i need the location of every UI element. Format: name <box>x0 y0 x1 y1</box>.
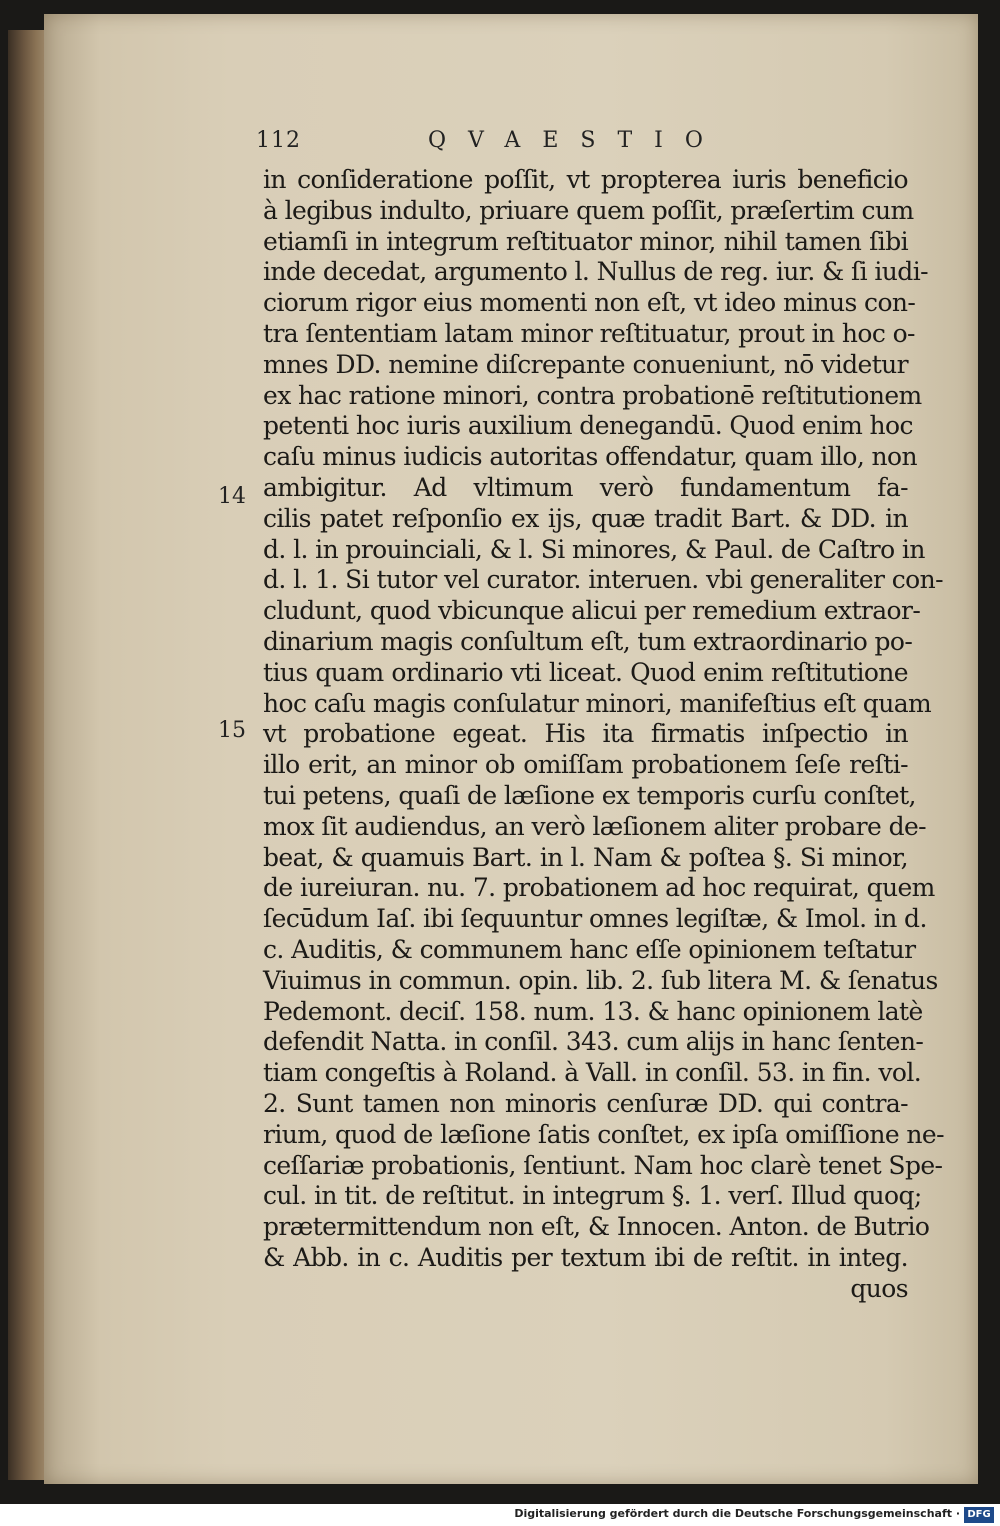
text-line: quos <box>850 1273 908 1303</box>
text-line: cilis patet reſponſio ex ijs, quæ tradit Bart. & DD. in <box>263 503 908 533</box>
text-line: cul. in tit. de reſtitut. in integrum §. 1. verſ. Illud quoq; <box>263 1181 922 1211</box>
text-line: à legibus indulto, priuare quem poſſit, præſertim cum <box>263 195 914 225</box>
footer-bar <box>0 1504 1000 1526</box>
text-line: Pedemont. deciſ. 158. num. 13. & hanc opinionem latè <box>263 996 923 1026</box>
margin-number-14: 14 <box>218 484 246 509</box>
text-line: de iureiuran. nu. 7. probationem ad hoc requirat, quem <box>263 873 935 903</box>
text-line: tius quam ordinario vti liceat. Quod enim reſtitutione <box>263 657 908 687</box>
text-line: d. l. in prouinciali, & l. Si minores, & Paul. de Caſtro in <box>263 534 925 564</box>
text-line: 2. Sunt tamen non minoris cenſuræ DD. qui contra- <box>263 1088 908 1118</box>
margin-number-15: 15 <box>218 718 246 743</box>
text-line: rium, quod de læſione ſatis conſtet, ex ipſa omiſſione ne- <box>263 1119 944 1149</box>
text-line: beat, & quamuis Bart. in l. Nam & poſtea §. Si minor, <box>263 842 908 872</box>
text-line: Viuimus in commun. opin. lib. 2. ſub litera M. & ſenatus <box>263 965 938 995</box>
text-line: prætermittendum non eſt, & Innocen. Anton. de Butrio <box>263 1212 930 1242</box>
text-line: ſecūdum Iaſ. ibi ſequuntur omnes legiſtæ, & Imol. in d. <box>263 904 927 934</box>
text-line: caſu minus iudicis autoritas offendatur, quam illo, non <box>263 442 917 472</box>
text-line: cludunt, quod vbicunque alicui per remedium extraor- <box>263 596 921 626</box>
text-line: tra ſententiam latam minor reſtituatur, prout in hoc o- <box>263 318 915 348</box>
text-line: defendit Natta. in conſil. 343. cum alijs in hanc ſenten- <box>263 1027 924 1057</box>
text-line: petenti hoc iuris auxilium denegandū. Quod enim hoc <box>263 411 913 441</box>
funding-credit: Digitalisierung gefördert durch die Deutsche Forschungsgemeinschaft · <box>514 1507 960 1520</box>
text-line: vt probatione egeat. His ita firmatis inſpectio in <box>263 719 908 749</box>
text-line: mnes DD. nemine diſcrepante conueniunt, nō videtur <box>263 349 908 379</box>
text-line: in conſideratione poſſit, vt propterea iuris beneficio <box>263 165 908 194</box>
dfg-logo: DFG <box>964 1507 994 1523</box>
text-line: ex hac ratione minori, contra probationē reſtitutionem <box>263 380 922 410</box>
running-head <box>256 128 766 162</box>
text-line: mox ſit audiendus, an verò læſionem aliter probare de- <box>263 811 927 841</box>
text-line: & Abb. in c. Auditis per textum ibi de reſtit. in integ. <box>263 1242 908 1272</box>
text-line: hoc caſu magis conſulatur minori, manifeſtius eſt quam <box>263 688 932 718</box>
text-line: inde decedat, argumento l. Nullus de reg. iur. & ſi iudi- <box>263 257 928 287</box>
body-text <box>263 165 944 1304</box>
page-number: 112 <box>256 128 301 153</box>
text-line: d. l. 1. Si tutor vel curator. interuen. vbi generaliter con- <box>263 565 943 595</box>
book-fore-edge <box>8 30 48 1480</box>
text-line: ceſſariæ probationis, ſentiunt. Nam hoc clarè tenet Spe- <box>263 1150 943 1180</box>
text-line: dinarium magis conſultum eſt, tum extraordinario po- <box>263 626 913 656</box>
text-line: illo erit, an minor ob omiſſam probationem ſeſe reſti- <box>263 750 908 780</box>
text-line: tiam congeſtis à Roland. à Vall. in conſil. 53. in fin. vol. <box>263 1058 922 1088</box>
text-line: ciorum rigor eius momenti non eſt, vt ideo minus con- <box>263 288 916 318</box>
text-line: c. Auditis, & communem hanc eſſe opinionem teſtatur <box>263 934 916 964</box>
running-title: QVAESTIO <box>428 128 725 153</box>
text-line: tui petens, quaſi de læſione ex temporis curſu conſtet, <box>263 780 916 810</box>
text-line: etiamſi in integrum reſtituator minor, nihil tamen ſibi <box>263 226 908 256</box>
text-line: ambigitur. Ad vltimum verò fundamentum fa- <box>263 472 908 502</box>
